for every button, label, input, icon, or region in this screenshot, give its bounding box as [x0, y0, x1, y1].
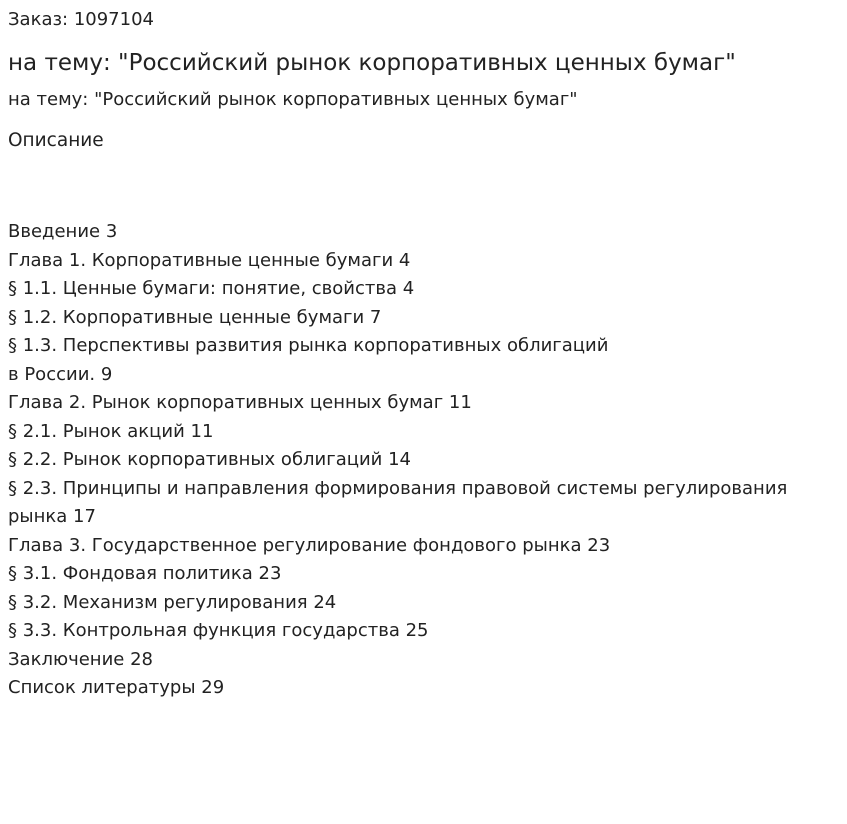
description-heading: Описание — [8, 130, 104, 151]
toc-line: Глава 3. Государственное регулирование фондового рынка 23 — [8, 534, 611, 556]
toc-line: § 1.3. Перспективы развития рынка корпоративных облигаций — [8, 335, 609, 356]
toc-line: рынка 17 — [8, 506, 96, 527]
toc-line: Введение 3 — [8, 221, 118, 242]
toc-line: Глава 2. Рынок корпоративных ценных бумаг 11 — [8, 392, 472, 413]
page-title: на тему: "Российский рынок корпоративных ценных бумаг" — [8, 50, 736, 76]
toc-line: § 2.1. Рынок акций 11 — [8, 420, 214, 442]
toc-line: § 3.1. Фондовая политика 23 — [8, 563, 282, 584]
order-number: Заказ: 1097104 — [8, 9, 154, 30]
toc-line: Заключение 28 — [8, 648, 153, 670]
toc-line: § 1.2. Корпоративные ценные бумаги 7 — [8, 306, 382, 328]
toc-line: § 2.3. Принципы и направления формирования правовой системы регулирования — [8, 477, 788, 499]
table-of-contents — [8, 218, 787, 703]
toc-line: Глава 1. Корпоративные ценные бумаги 4 — [8, 249, 411, 271]
toc-line: в России. 9 — [8, 363, 113, 385]
toc-line: § 3.2. Механизм регулирования 24 — [8, 591, 337, 613]
toc-line: § 3.3. Контрольная функция государства 25 — [8, 620, 429, 641]
toc-line: § 2.2. Рынок корпоративных облигаций 14 — [8, 449, 412, 470]
toc-line: § 1.1. Ценные бумаги: понятие, свойства 4 — [8, 278, 415, 299]
page-subtitle: на тему: "Российский рынок корпоративных ценных бумаг" — [8, 89, 578, 110]
toc-line: Список литературы 29 — [8, 677, 225, 698]
